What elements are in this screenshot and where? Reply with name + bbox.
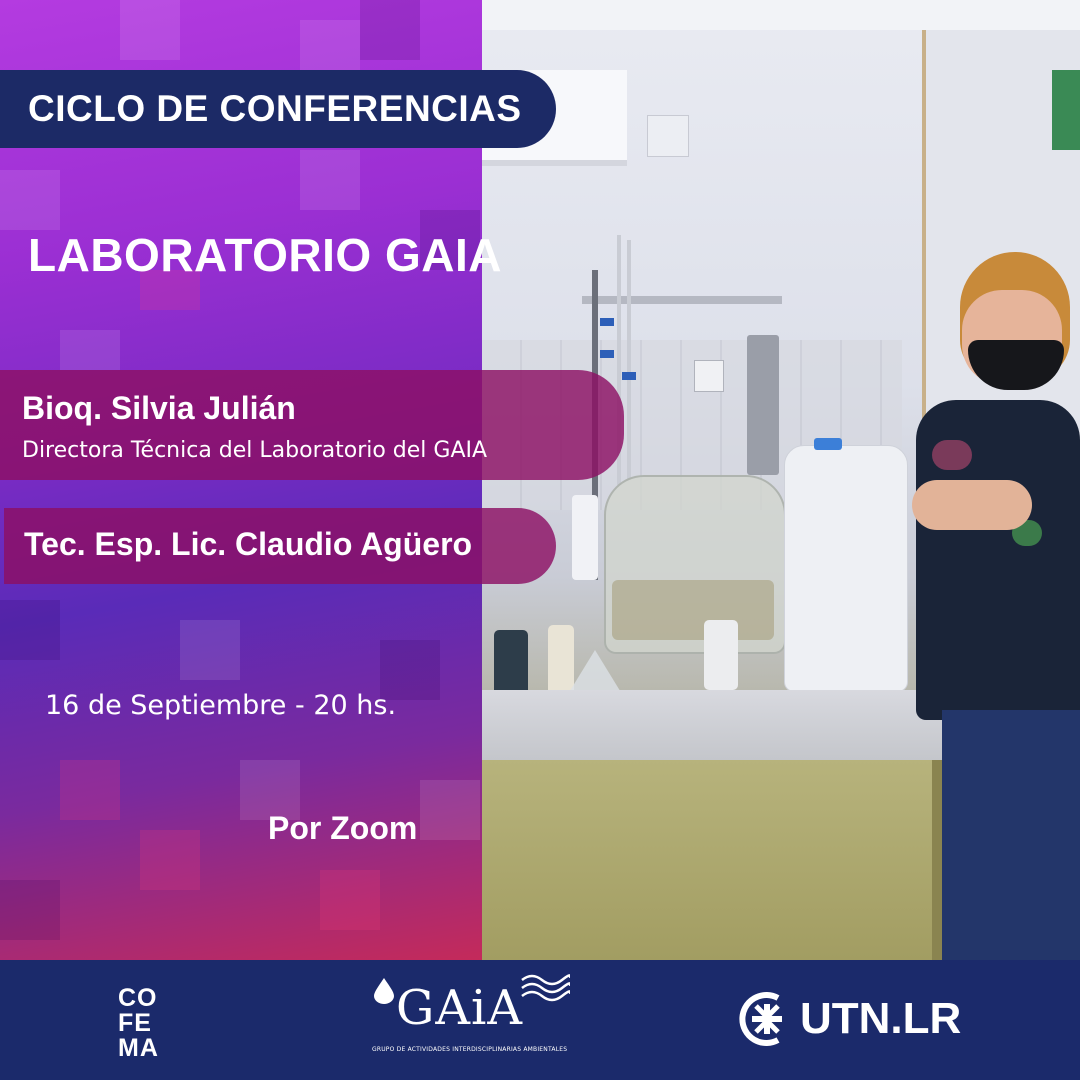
utn-logo: [738, 988, 978, 1050]
lab-counter: [482, 690, 952, 760]
gaia-logo: [372, 972, 572, 1062]
water-drop-icon: [374, 978, 394, 1004]
conference-cycle-label: CICLO DE CONFERENCIAS: [28, 88, 522, 129]
cofema-logo: CO FE MA: [118, 984, 159, 1062]
speaker-1-name: Bioq. Silvia Julián: [22, 390, 296, 426]
speaker-1-role: Directora Técnica del Laboratorio del GAIA: [22, 438, 488, 463]
lab-title: LABORATORIO GAIA: [28, 229, 502, 281]
speaker-2-name: Tec. Esp. Lic. Claudio Agüero: [24, 526, 473, 562]
conference-cycle-banner: [0, 70, 556, 148]
gaia-subtitle: GRUPO DE ACTIVIDADES INTERDISCIPLINARIAS AMBIENTALES: [372, 1046, 568, 1053]
event-platform: Por Zoom: [268, 810, 418, 846]
wind-waves-icon: [520, 972, 570, 1006]
utn-wordmark: UTN.LR: [800, 994, 962, 1043]
speaker-photo-figure: [912, 380, 1080, 960]
lab-photo: [482, 0, 1080, 960]
speaker-card-1: [0, 370, 624, 480]
gaia-wordmark: GAiA: [396, 980, 524, 1036]
speaker-card-2: [4, 508, 556, 584]
event-date: 16 de Septiembre - 20 hs.: [45, 690, 397, 721]
utn-emblem-icon: [738, 990, 796, 1048]
water-container: [784, 445, 908, 692]
